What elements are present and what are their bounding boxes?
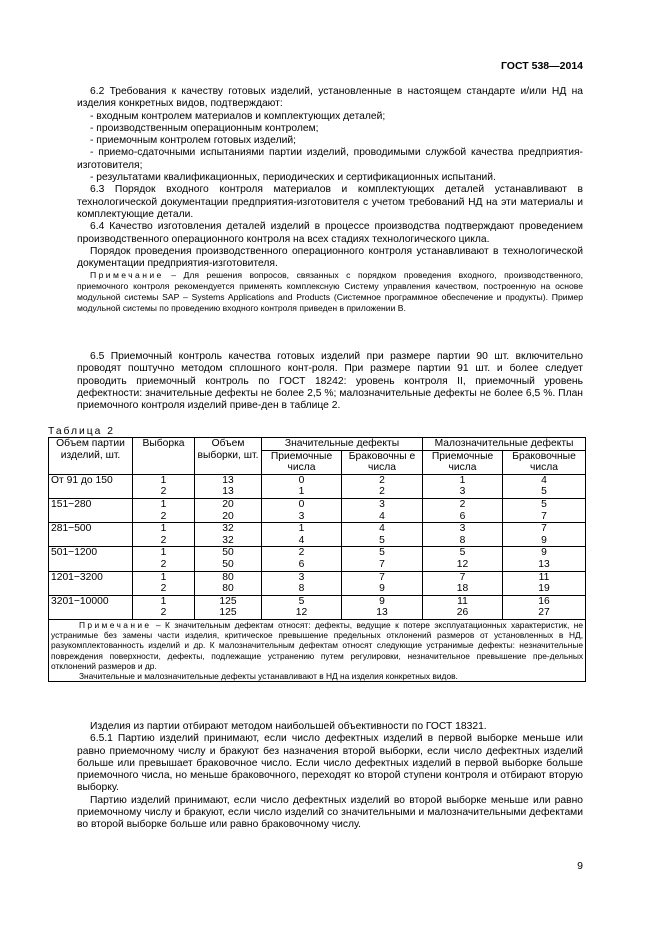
paragraph-6-4: 6.4 Качество изготовления деталей изделий в процессе производства подтверждают проведением производственного операционного контроля на всех стадиях технологического цикла.: [77, 221, 583, 245]
table-cell: [262, 595, 342, 619]
table-cell: [262, 523, 342, 547]
cell-value: 8: [459, 534, 466, 546]
paragraph-6-5-1: 6.5.1 Партию изделий принимают, если число дефектных изделий в первой выборке меньше или равно приемочному числу и бракуют без назначения второй выборки, если число дефектных изделий больше или превышает браковочное число. Если число дефектных изделий в первой выборке больше приемочного числа, но меньше браковочного, переходят ко второй ступени контроля и отбирают вторую выборку.: [77, 733, 583, 794]
header-sample-size: Объем выборки, шт.: [195, 438, 262, 475]
cell-value: 13: [222, 486, 234, 498]
cell-value: 13: [538, 558, 550, 570]
table-cell: [195, 498, 262, 522]
list-item: - приемо-сдаточными испытаниями партии изделий, проводимыми службой качества предприятия-изготовителя;: [77, 147, 583, 171]
cell-value: 27: [538, 607, 550, 619]
cell-value: 9: [541, 547, 547, 559]
section-6-5-1-block: [77, 721, 583, 832]
lot-size-cell: 281−500: [49, 523, 133, 547]
cell-value: 2: [160, 583, 167, 595]
cell-value: 125: [219, 607, 237, 619]
table-cell: [503, 474, 586, 498]
cell-value: 1: [160, 547, 167, 559]
cell-value: 3: [379, 498, 385, 510]
cell-value: 1: [160, 498, 167, 510]
header-rejection-numbers: Браковочны е числа: [342, 450, 423, 474]
cell-value: 5: [459, 547, 466, 559]
cell-value: 13: [376, 607, 388, 619]
list-item: - производственным операционным контролем;: [90, 122, 319, 134]
cell-value: 5: [379, 534, 385, 546]
table-cell: [503, 547, 586, 571]
table-cell: [342, 595, 423, 619]
cell-value: 12: [295, 607, 308, 619]
table-row: [49, 474, 586, 498]
cell-value: 5: [541, 498, 547, 510]
cell-value: 7: [379, 558, 385, 570]
table-cell: [423, 547, 503, 571]
cell-value: 2: [459, 498, 466, 510]
cell-value: 1: [160, 474, 167, 486]
table-cell: [133, 571, 195, 595]
cell-value: 50: [222, 547, 234, 559]
cell-value: 26: [456, 607, 469, 619]
cell-value: 4: [298, 534, 305, 546]
cell-value: 9: [379, 595, 385, 607]
cell-value: 4: [541, 474, 547, 486]
cell-value: 3: [459, 523, 466, 535]
section-6-2-block: [77, 86, 583, 314]
page-number: 9: [577, 860, 583, 872]
table-cell: [423, 595, 503, 619]
cell-value: 1: [459, 474, 466, 486]
header-sample: Выборка: [133, 438, 195, 475]
cell-value: 2: [160, 607, 167, 619]
paragraph-6-4-order: Порядок проведения производственного операционного контроля устанавливают в технологической документации предприятия-изготовителя.: [77, 245, 583, 270]
cell-value: 2: [379, 486, 385, 498]
lot-size-cell: 501−1200: [49, 547, 133, 571]
header-acceptance-numbers: Приемочные числа: [262, 450, 342, 474]
table-cell: [133, 547, 195, 571]
table-cell: [133, 595, 195, 619]
paragraph-6-5: 6.5 Приемочный контроль качества готовых изделий при размере партии 90 шт. включительно проводят поштучно методом сплошного конт-роля. При размере партии 91 шт. и более следует проводить приемочный контроль по ГОСТ 18242: уровень контроля II, приемочный уровень дефектности: значительные дефекты не более 2,5 %; малозначительные дефекты не более 6,5 %. План приемочного контроля изделий приве-ден в таблице 2.: [77, 351, 583, 412]
header-rejection-numbers: Браковочные числа: [503, 450, 586, 474]
cell-value: 125: [219, 595, 237, 607]
cell-value: 18: [456, 583, 469, 595]
cell-value: 12: [456, 558, 469, 570]
table-cell: [342, 571, 423, 595]
cell-value: 6: [459, 510, 466, 522]
cell-value: 0: [298, 498, 305, 510]
cell-value: 1: [298, 486, 305, 498]
note-text: – К значительным дефектам относят: дефекты, ведущие к потере эксплуатационных характеристик, не устранимые без замены части изделия, критическое превышение предельных отклонений размеров от установленных в НД, разукомплектованность изделий и др. К малозначительным дефектам относят следующие устранимые дефекты: незначительные повреждения поверхности, дефекты, подлежащие устранению путем регулировки, незначительное превышение пре-дельных отклонений размеров и др.: [51, 619, 584, 671]
cell-value: 4: [379, 523, 385, 535]
table-cell: [133, 498, 195, 522]
cell-value: 80: [222, 583, 234, 595]
standard-header: ГОСТ 538—2014: [500, 60, 583, 72]
list-item: - результатами квалификационных, периодических и сертификационных испытаний.: [90, 172, 496, 184]
cell-value: 3: [459, 486, 466, 498]
table-row: [49, 547, 586, 571]
table-cell: [342, 547, 423, 571]
table-cell: [503, 523, 586, 547]
table-cell: [423, 474, 503, 498]
cell-value: 3: [298, 510, 305, 522]
cell-value: 9: [379, 583, 385, 595]
cell-value: 32: [222, 523, 234, 535]
table-cell: [342, 523, 423, 547]
table-cell: [503, 595, 586, 619]
cell-value: 7: [541, 510, 547, 522]
table-header-row: [49, 438, 586, 451]
cell-value: 1: [298, 523, 305, 535]
cell-value: 7: [541, 523, 547, 535]
cell-value: 6: [298, 558, 305, 570]
cell-value: 2: [379, 474, 385, 486]
cell-value: 8: [298, 583, 305, 595]
note-last-line: Значительные и малозначительные дефекты устанавливают в НД на изделия конкретных видов.: [79, 670, 458, 681]
header-minor-defects: Малозначительные дефекты: [423, 438, 586, 451]
cell-value: 5: [541, 486, 547, 498]
cell-value: 1: [160, 571, 167, 583]
paragraph-selection: Изделия из партии отбирают методом наибольшей объективности по ГОСТ 18321.: [90, 721, 487, 732]
cell-value: 5: [298, 595, 305, 607]
table-row: [49, 571, 586, 595]
note-label: Примечание: [79, 619, 152, 630]
table-note-row: [49, 619, 586, 681]
cell-value: 20: [222, 498, 234, 510]
table-cell: [423, 498, 503, 522]
table-cell: [423, 523, 503, 547]
table-cell: [503, 498, 586, 522]
cell-value: 4: [379, 510, 385, 522]
lot-size-cell: От 91 до 150: [49, 474, 133, 498]
note-1: [77, 270, 583, 313]
table-note: [49, 619, 586, 681]
paragraph-acceptance: Партию изделий принимают, если число дефектных изделий во второй выборке меньше или равно приемочному числу и бракуют, если число изделий со значительными и малозначительными дефектами во второй выборке больше или равно браковочному числу.: [77, 794, 583, 831]
cell-value: 32: [222, 534, 234, 546]
cell-value: 2: [160, 534, 167, 546]
note-text: – Для решения вопросов, связанных с порядком проведения входного, производственного, приемочного контроля рекомендуется применять комплексную Систему управления качеством, построенную на основе модульной системы SAP – Systems Applications and Products (Системное программное обеспечение и продукты). Пример модульной системы по проведению входного контроля приведен в приложении В.: [77, 270, 583, 313]
table-cell: [133, 474, 195, 498]
table-cell: [342, 474, 423, 498]
cell-value: 50: [222, 558, 234, 570]
lot-size-cell: 1201−3200: [49, 571, 133, 595]
table-cell: [262, 498, 342, 522]
cell-value: 80: [222, 571, 234, 583]
list-item: - входным контролем материалов и комплектующих деталей;: [90, 110, 386, 122]
cell-value: 2: [298, 547, 305, 559]
cell-value: 16: [538, 595, 550, 607]
table-row: [49, 595, 586, 619]
list-item: - приемочным контролем готовых изделий;: [90, 135, 296, 147]
cell-value: 3: [298, 571, 305, 583]
table-row: [49, 498, 586, 522]
cell-value: 11: [457, 595, 468, 607]
header-significant-defects: Значительные дефекты: [262, 438, 423, 451]
table-cell: [423, 571, 503, 595]
header-lot-size: Объем партии изделий, шт.: [49, 438, 133, 475]
table-caption: Таблица 2: [48, 426, 115, 437]
cell-value: 2: [160, 486, 167, 498]
cell-value: 0: [298, 474, 305, 486]
header-acceptance-numbers: Приемочные числа: [423, 450, 503, 474]
cell-value: 20: [222, 510, 234, 522]
table-cell: [133, 523, 195, 547]
cell-value: 11: [538, 571, 550, 583]
paragraph-6-2: 6.2 Требования к качеству готовых изделий, установленные в настоящем стандарте и/или НД на изделия конкретных видов, подтверждают:: [77, 86, 583, 110]
cell-value: 2: [160, 510, 167, 522]
cell-value: 7: [379, 571, 385, 583]
cell-value: 13: [222, 474, 234, 486]
cell-value: 19: [538, 583, 550, 595]
lot-size-cell: 3201−10000: [49, 595, 133, 619]
lot-size-cell: 151−280: [49, 498, 133, 522]
table-cell: [503, 571, 586, 595]
table-cell: [195, 547, 262, 571]
cell-value: 9: [541, 534, 547, 546]
table-row: [49, 523, 586, 547]
cell-value: 1: [160, 595, 167, 607]
cell-value: 1: [160, 523, 167, 535]
cell-value: 2: [160, 558, 167, 570]
cell-value: 7: [459, 571, 466, 583]
table-cell: [195, 571, 262, 595]
paragraph-6-3: 6.3 Порядок входного контроля материалов и комплектующих деталей устанавливают в технологической документации предприятия-изготовителя с учетом требований НД на эти материалы и комплектующие детали.: [77, 184, 583, 220]
table-cell: [195, 474, 262, 498]
table-cell: [195, 523, 262, 547]
note-label: Примечание: [90, 270, 164, 281]
table-cell: [262, 547, 342, 571]
cell-value: 5: [379, 547, 385, 559]
table-cell: [342, 498, 423, 522]
acceptance-plan-table: [48, 437, 586, 682]
table-cell: [195, 595, 262, 619]
table-cell: [262, 571, 342, 595]
table-cell: [262, 474, 342, 498]
